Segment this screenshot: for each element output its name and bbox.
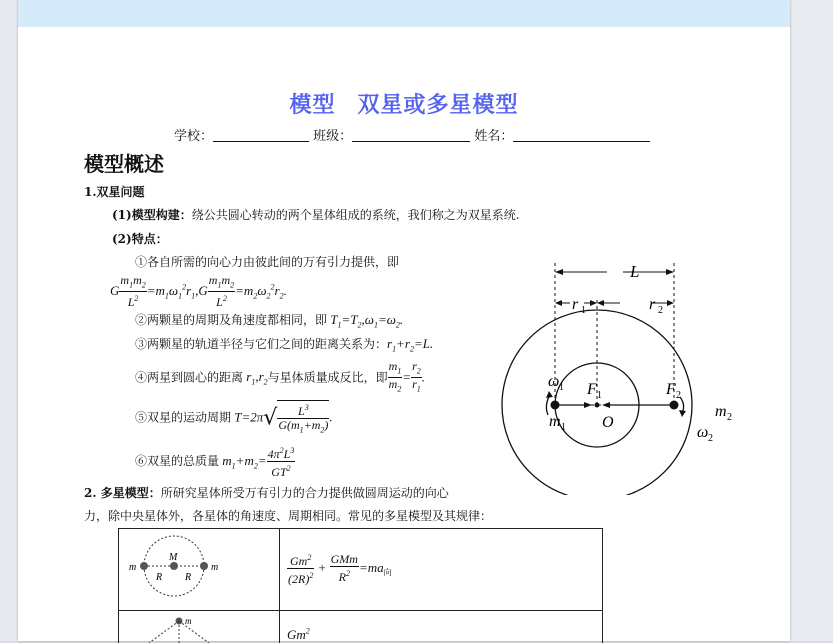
feature-5-text: 双星的运动周期 [147, 410, 232, 425]
row-1-label-m-left: m [129, 562, 137, 573]
star-m1 [551, 401, 560, 410]
svg-text:2: 2 [658, 305, 663, 316]
label-O: O [602, 414, 614, 431]
name-label: 姓名： [474, 129, 514, 144]
row-1-label-R-right: R [185, 572, 192, 583]
svg-text:1: 1 [561, 422, 566, 433]
left-margin [0, 0, 18, 641]
svg-text:2: 2 [676, 390, 681, 401]
svg-text:1: 1 [559, 382, 564, 393]
feature-1: ①各自所需的向心力由彼此间的万有引力提供，即 [135, 255, 400, 269]
class-field[interactable] [352, 141, 470, 142]
feature-6-text: 双星的总质量 [147, 454, 220, 468]
model-construction-paragraph [112, 206, 520, 223]
student-info-fields [174, 125, 650, 144]
document-page [18, 0, 790, 641]
model-construction-label: (1)模型构建： [112, 208, 192, 222]
svg-text:2: 2 [727, 412, 732, 423]
feature-3-text: 两颗星的轨道半径与它们之间的距离关系为： [147, 337, 388, 351]
feature-4: ④两星到圆心的距离 $r_1,r_2$与星体质量成反比，即 $\frac{m_1}{m_2}$ = $\frac{r_2}{r_1}$ . [135, 359, 426, 394]
row-2-label-m: m [185, 616, 192, 626]
star-m2 [670, 401, 679, 410]
feature-6: ⑥双星的总质量 $m_1+m_2=$ $\frac{4\pi^2L^3}{GT^2}$ [135, 446, 295, 479]
label-r1: r [572, 296, 579, 313]
label-omega2: ω [697, 424, 709, 441]
page-title [18, 88, 790, 119]
label-r2: r [649, 296, 656, 313]
school-field[interactable] [213, 141, 309, 142]
class-label: 班级： [313, 129, 353, 144]
row-2-formula: Gm$^2$ [287, 627, 310, 643]
multi-star-table [118, 528, 603, 643]
label-m1: m [549, 413, 561, 430]
right-scroll-area[interactable] [790, 0, 833, 641]
title-model: 模型 [289, 93, 336, 118]
binary-star-diagram [496, 255, 746, 495]
label-F2: F [666, 381, 676, 398]
section-2-text-2: 力，除中央星体外，各星体的角速度、周期相同。常见的多星模型及其规律： [84, 509, 493, 523]
label-omega1: ω [548, 373, 560, 390]
row-1-formula-sub: 向 [383, 568, 392, 577]
svg-text:2: 2 [708, 433, 713, 444]
name-field[interactable] [513, 141, 650, 142]
row-1-diagram [119, 529, 279, 610]
overview-heading: 模型概述 [84, 152, 164, 176]
svg-text:1: 1 [581, 305, 586, 316]
feature-4-mid: 与星体质量成反比，即 [267, 370, 388, 385]
section-2-line-1 [84, 484, 449, 501]
feature-1-text: 各自所需的向心力由彼此间的万有引力提供，即 [147, 255, 400, 269]
page-header-band [18, 0, 790, 27]
title-topic: 双星或多星模型 [357, 93, 519, 118]
feature-2: ②两颗星的周期及角速度都相同，即 $T_1=T_2,\omega_1=\omega_2$. [135, 312, 404, 330]
section-2-heading: 2. 多星模型： [84, 486, 161, 500]
row-1-label-M: M [169, 552, 178, 563]
features-label: (2)特点： [112, 232, 168, 246]
formula-gravity-balance: G $\frac{m_1m_2}{L^2}$ $=m_1\omega_1^2r_1,G$ $\frac{m_1m_2}{L^2}$ $=m_2\omega_2^2r_2$. [110, 273, 287, 310]
row-1-label-m-right: m [211, 562, 219, 573]
feature-5: ⑤双星的运动周期 T=2π√ $\frac{L^3}{G(m_1+m_2)}$ . [135, 400, 333, 436]
section-2-text-1: 所研究星体所受万有引力的合力提供做圆周运动的向心 [160, 486, 449, 500]
feature-4-text: 两星到圆心的距离 [147, 370, 244, 385]
feature-3: ③两颗星的轨道半径与它们之间的距离关系为：$r_1+r_2=L$. [135, 336, 434, 354]
row-1-formula: $\frac{Gm^2}{(2R)^2}$ + $\frac{\text{GMm}}{R^2}$ $=ma_向$ [288, 552, 392, 586]
section-1-heading: 1.双星问题 [84, 185, 145, 199]
model-construction-text: 绕公共圆心转动的两个星体组成的系统，我们称之为双星系统. [191, 208, 520, 222]
row-2-diagram [119, 611, 279, 643]
label-F1: F [587, 381, 597, 398]
label-L: L [630, 262, 640, 281]
feature-2-text: 两颗星的周期及角速度都相同，即 [147, 313, 328, 327]
label-m2: m [715, 403, 727, 420]
school-label: 学校： [174, 129, 214, 144]
row-1-label-R-left: R [156, 572, 163, 583]
svg-text:1: 1 [597, 390, 602, 401]
center-o [595, 403, 600, 408]
